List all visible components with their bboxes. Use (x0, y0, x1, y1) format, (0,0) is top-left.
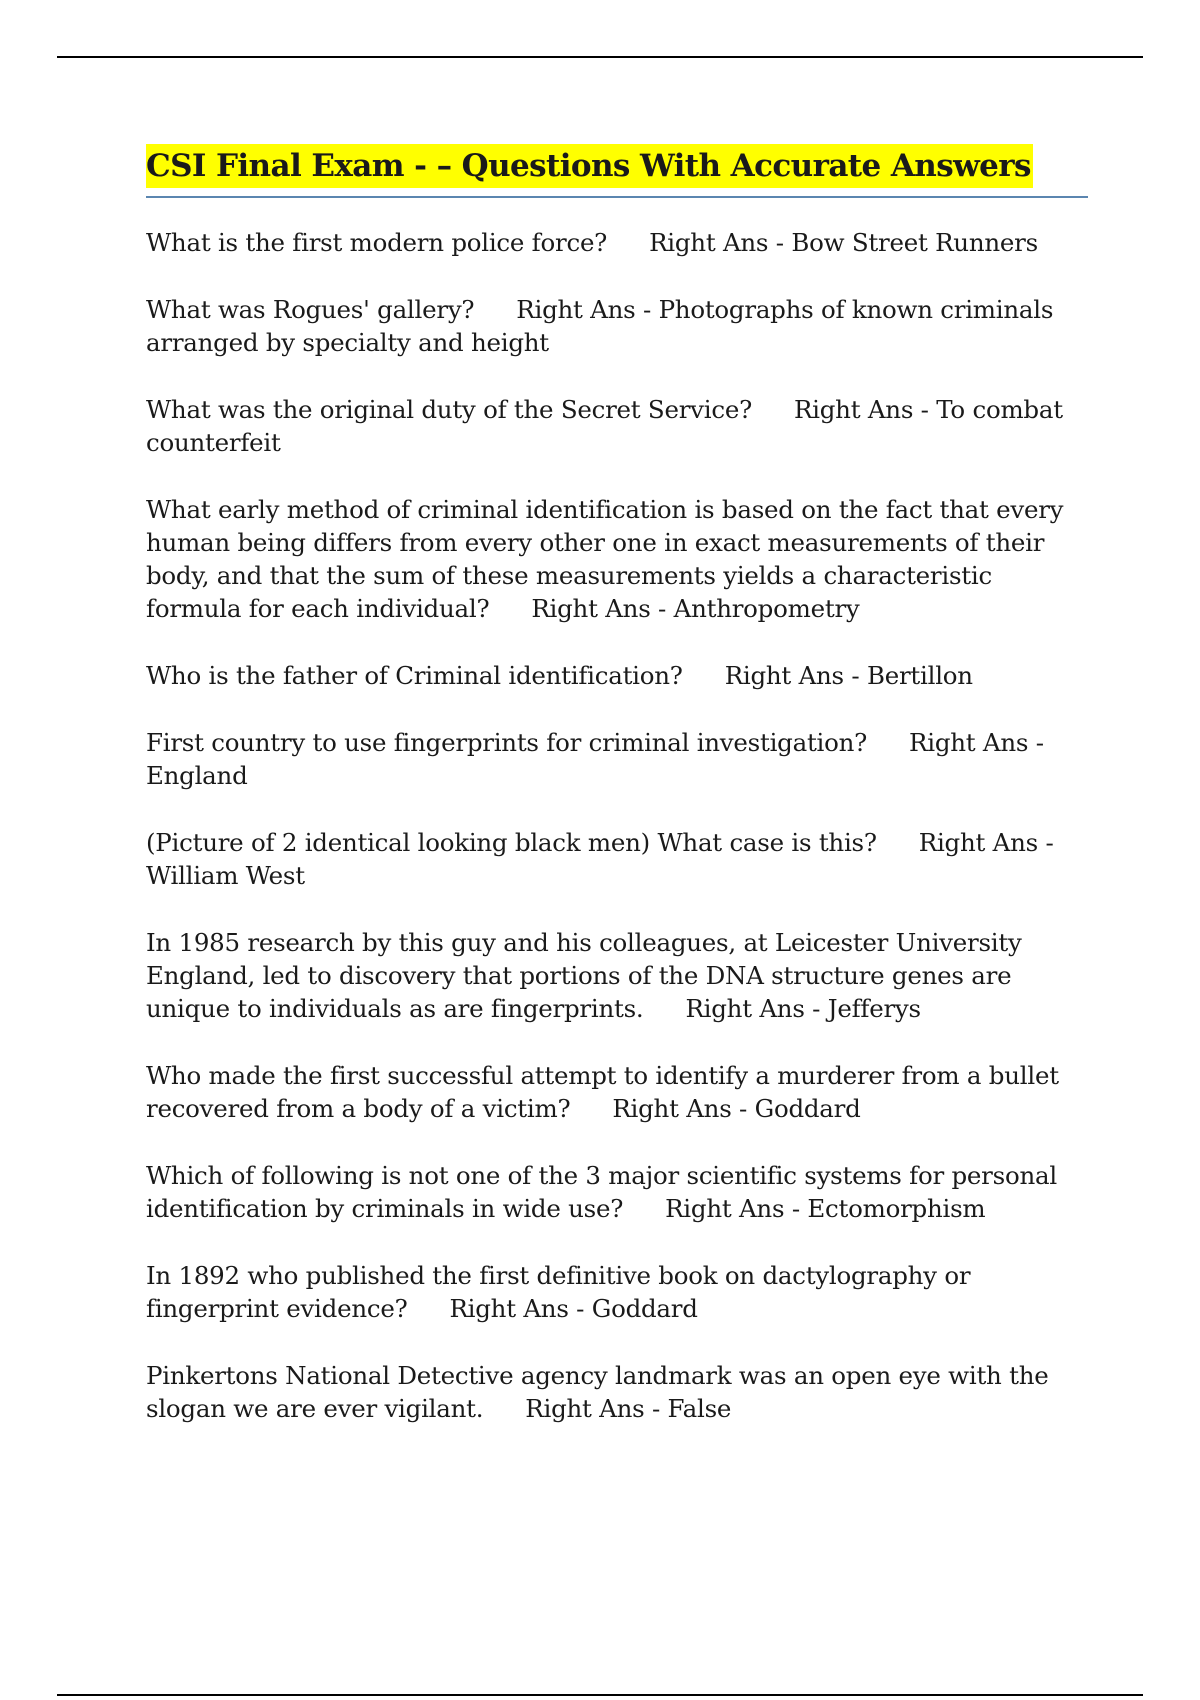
question-text: Pinkertons National Detective agency landmark was an open eye with the slogan we are ever vigilant. (146, 1361, 1049, 1423)
qa-item (146, 1359, 1086, 1425)
question-text: In 1892 who published the first definitive book on dactylography or fingerprint evidence? (146, 1261, 971, 1323)
answer-text: Right Ans - Bertillon (724, 661, 973, 690)
question-text: Which of following is not one of the 3 major scientific systems for personal identification by criminals in wide use? (146, 1161, 1057, 1223)
answer-text: Right Ans - Goddard (612, 1094, 861, 1123)
question-text: (Picture of 2 identical looking black men) What case is this? (146, 828, 877, 857)
question-text: What was Rogues' gallery? (146, 295, 475, 324)
answer-text: Right Ans - False (525, 1394, 732, 1423)
question-text: Who is the father of Criminal identification? (146, 661, 683, 690)
question-text: Who made the first successful attempt to identify a murderer from a bullet recovered from a body of a victim? (146, 1061, 1059, 1123)
title-block (146, 144, 1088, 198)
qa-item (146, 393, 1086, 459)
question-text: In 1985 research by this guy and his colleagues, at Leicester University England, led to discovery that portions of the DNA structure genes are unique to individuals as are fingerprints. (146, 928, 1022, 1023)
header-rule (57, 56, 1143, 58)
footer-rule (57, 1694, 1143, 1696)
answer-text: Right Ans - England (146, 728, 1044, 790)
answer-text: Right Ans - William West (146, 828, 1054, 890)
answer-text: Right Ans - Ectomorphism (665, 1194, 986, 1223)
qa-item (146, 226, 1086, 259)
qa-item (146, 1059, 1086, 1125)
document-title: CSI Final Exam - – Questions With Accurate Answers (146, 144, 1033, 188)
question-text: What early method of criminal identification is based on the fact that every human being differs from every other one in exact measurements of their body, and that the sum of these measurements yields a characteristic formula for each individual? (146, 495, 1064, 623)
question-text: What was the original duty of the Secret Service? (146, 395, 752, 424)
question-text: First country to use fingerprints for criminal investigation? (146, 728, 868, 757)
qa-item (146, 659, 1086, 692)
answer-text: Right Ans - Goddard (449, 1294, 698, 1323)
qa-item (146, 493, 1086, 625)
qa-item (146, 293, 1086, 359)
answer-text: Right Ans - To combat counterfeit (146, 395, 1063, 457)
qa-item (146, 926, 1086, 1025)
qa-item (146, 1159, 1086, 1225)
qa-item (146, 826, 1086, 892)
answer-text: Right Ans - Photographs of known criminals arranged by specialty and height (146, 295, 1054, 357)
question-text: What is the first modern police force? (146, 228, 608, 257)
answer-text: Right Ans - Jefferys (685, 994, 921, 1023)
qa-item (146, 726, 1086, 792)
answer-text: Right Ans - Anthropometry (531, 594, 860, 623)
answer-text: Right Ans - Bow Street Runners (649, 228, 1038, 257)
qa-list (146, 226, 1086, 1459)
qa-item (146, 1259, 1086, 1325)
